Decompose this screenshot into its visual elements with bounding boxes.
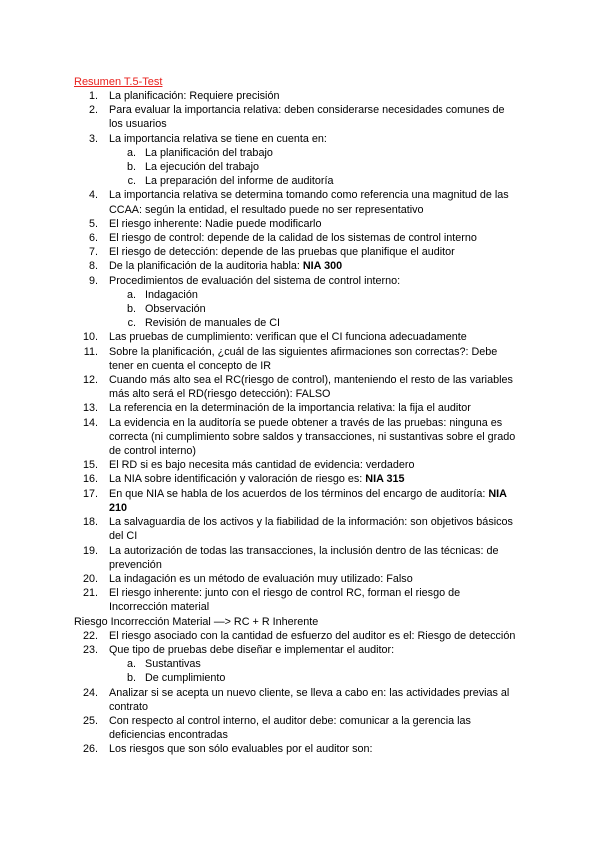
list-item-text-body: Para evaluar la importancia relativa: deben considerarse necesidades comunes de los usuarios bbox=[109, 104, 505, 131]
question-list bbox=[0, 89, 599, 757]
list-item bbox=[0, 487, 599, 515]
sub-list-item bbox=[0, 288, 599, 302]
sub-list-item bbox=[0, 657, 599, 671]
list-item-text-body: Con respecto al control interno, el auditor debe: comunicar a la gerencia las deficiencias encontradas bbox=[109, 714, 471, 742]
list-item bbox=[0, 416, 599, 459]
list-item-number: b. bbox=[126, 303, 136, 316]
list-item-text bbox=[145, 160, 525, 174]
list-item-number: a. bbox=[126, 658, 136, 671]
list-item-text-body: La planificación del trabajo bbox=[145, 146, 273, 159]
list-item-number: a. bbox=[126, 146, 136, 159]
list-item bbox=[0, 714, 599, 742]
list-item-text bbox=[109, 572, 519, 586]
list-item-number: 26. bbox=[82, 743, 98, 756]
list-item-number: 2. bbox=[88, 104, 98, 117]
list-item bbox=[0, 401, 599, 415]
list-item-number: 6. bbox=[88, 232, 98, 245]
list-item-text bbox=[109, 515, 519, 543]
list-item-number: 13. bbox=[82, 402, 98, 415]
list-item bbox=[0, 458, 599, 472]
list-item-text bbox=[109, 472, 519, 486]
list-item-number: 25. bbox=[82, 714, 98, 727]
list-item-number: 1. bbox=[88, 90, 98, 102]
list-item-text-body: Observación bbox=[145, 303, 206, 316]
sub-list-item bbox=[0, 302, 599, 316]
list-item-text-body: La referencia en la determinación de la importancia relativa: la fija el auditor bbox=[109, 402, 471, 415]
list-item-text-body: La NIA sobre identificación y valoración de riesgo es: bbox=[109, 473, 366, 486]
list-item-text bbox=[74, 615, 524, 629]
list-item-text bbox=[145, 302, 525, 316]
list-item-text bbox=[145, 657, 525, 671]
list-item bbox=[0, 742, 599, 756]
list-item-text-body: Los riesgos que son sólo evaluables por el auditor son: bbox=[109, 743, 373, 756]
list-item-text bbox=[109, 259, 519, 273]
list-item-number: 4. bbox=[88, 189, 98, 202]
list-item-text bbox=[145, 288, 525, 302]
text-line bbox=[0, 615, 599, 629]
list-item-text bbox=[109, 274, 519, 288]
list-item-text-body: La preparación del informe de auditoría bbox=[145, 175, 334, 188]
list-item-number: 17. bbox=[82, 487, 98, 500]
list-item-text bbox=[145, 174, 525, 188]
list-item-text bbox=[109, 217, 519, 231]
list-item bbox=[0, 188, 599, 216]
list-item-text-body: El riesgo inherente: Nadie puede modificarlo bbox=[109, 217, 322, 230]
list-item bbox=[0, 330, 599, 344]
list-item-text bbox=[109, 401, 519, 415]
list-item-text-body: El riesgo inherente: junto con el riesgo de control RC, forman el riesgo de Incorrección material bbox=[109, 587, 461, 614]
list-item bbox=[0, 274, 599, 288]
list-item-text bbox=[109, 586, 519, 614]
list-item-text-body: Las pruebas de cumplimiento: verifican que el CI funciona adecuadamente bbox=[109, 331, 467, 344]
list-item-text bbox=[109, 714, 519, 742]
list-item-number: 7. bbox=[88, 246, 98, 259]
list-item-text bbox=[109, 487, 519, 515]
list-item-number: 8. bbox=[88, 260, 98, 273]
list-item-text bbox=[109, 188, 519, 216]
list-item-text-body: Que tipo de pruebas debe diseñar e implementar el auditor: bbox=[109, 643, 395, 656]
list-item-text bbox=[145, 316, 525, 330]
list-item bbox=[0, 572, 599, 586]
list-item-text bbox=[109, 245, 519, 259]
list-item-number: 12. bbox=[82, 374, 98, 387]
list-item bbox=[0, 259, 599, 273]
list-item bbox=[0, 132, 599, 146]
list-item-text-body: De cumplimiento bbox=[145, 672, 226, 685]
list-item-text-body: Indagación bbox=[145, 288, 198, 301]
list-item bbox=[0, 686, 599, 714]
list-item-number: c. bbox=[127, 317, 136, 330]
list-item-text-body: El riesgo de control: depende de la calidad de los sistemas de control interno bbox=[109, 232, 477, 245]
list-item-text-body: De la planificación de la auditoria habla: bbox=[109, 260, 303, 273]
list-item-number: 23. bbox=[82, 643, 98, 656]
list-item-text bbox=[109, 416, 519, 459]
list-item-text-body: Analizar si se acepta un nuevo cliente, se lleva a cabo en: las actividades previas al contrato bbox=[109, 686, 510, 713]
list-item-text bbox=[109, 330, 519, 344]
list-item-text-body: Cuando más alto sea el RC(riesgo de control), manteniendo el resto de las variables más alto será el RD(riesgo detección): FALSO bbox=[109, 374, 513, 401]
list-item-text-body: La autorización de todas las transacciones, la inclusión dentro de las técnicas: de prevención bbox=[109, 544, 499, 571]
list-item bbox=[0, 245, 599, 259]
list-item-number: 14. bbox=[82, 416, 98, 429]
list-item-text-body: Revisión de manuales de CI bbox=[145, 317, 281, 330]
list-item bbox=[0, 643, 599, 657]
list-item-text bbox=[109, 643, 519, 657]
list-item bbox=[0, 544, 599, 572]
list-item-text-body: Sustantivas bbox=[145, 658, 201, 671]
list-item bbox=[0, 89, 599, 103]
list-item-number: 18. bbox=[82, 516, 98, 529]
list-item bbox=[0, 472, 599, 486]
list-item bbox=[0, 629, 599, 643]
list-item-bold-answer: NIA 210 bbox=[109, 487, 507, 514]
list-item-text-body: La importancia relativa se tiene en cuenta en: bbox=[109, 132, 327, 145]
list-item-number: c. bbox=[127, 175, 136, 188]
list-item-number: 21. bbox=[82, 587, 98, 600]
list-item-text bbox=[109, 629, 519, 643]
list-item bbox=[0, 515, 599, 543]
list-item-text-body: La evidencia en la auditoría se puede obtener a través de las pruebas: ninguna es correcta (ni cumplimiento sobre saldos y transacciones, ni sustantivas sobre el grado de control interno) bbox=[109, 416, 516, 458]
list-item-bold-answer: NIA 300 bbox=[302, 260, 343, 273]
list-item-text-body: Riesgo Incorrección Material —> RC + R Inherente bbox=[74, 615, 319, 628]
list-item bbox=[0, 345, 599, 373]
sub-list-item bbox=[0, 174, 599, 188]
list-item bbox=[0, 103, 599, 131]
list-item bbox=[0, 586, 599, 614]
list-item-text-body: La importancia relativa se determina tomando como referencia una magnitud de las CCAA: según la entidad, el resultado puede no ser representativo bbox=[109, 189, 509, 216]
list-item-text-body: El riesgo de detección: depende de las pruebas que planifique el auditor bbox=[109, 246, 455, 259]
page-title: Resumen T.5-Test bbox=[74, 76, 163, 88]
list-item-text bbox=[109, 373, 519, 401]
list-item-number: 22. bbox=[82, 629, 98, 642]
list-item-number: 10. bbox=[82, 331, 98, 344]
sub-list-item bbox=[0, 316, 599, 330]
list-item-number: 5. bbox=[88, 217, 98, 230]
list-item-text-body: El riesgo asociado con la cantidad de esfuerzo del auditor es el: Riesgo de detección bbox=[109, 629, 516, 642]
list-item-number: b. bbox=[126, 161, 136, 174]
list-item-text-body: El RD si es bajo necesita más cantidad de evidencia: verdadero bbox=[109, 459, 415, 472]
sub-list-item bbox=[0, 146, 599, 160]
list-item-number: 16. bbox=[82, 473, 98, 486]
list-item-text bbox=[109, 89, 519, 103]
list-item-number: a. bbox=[126, 288, 136, 301]
list-item bbox=[0, 231, 599, 245]
list-item-text bbox=[109, 742, 519, 756]
sub-list-item bbox=[0, 160, 599, 174]
list-item-number: 20. bbox=[82, 572, 98, 585]
list-item-number: 15. bbox=[82, 459, 98, 472]
list-item-text bbox=[109, 458, 519, 472]
list-item-text-body: La indagación es un método de evaluación muy utilizado: Falso bbox=[109, 572, 413, 585]
list-item-text bbox=[109, 345, 519, 373]
list-item-number: 3. bbox=[88, 132, 98, 145]
list-item-number: 9. bbox=[88, 274, 98, 287]
list-item-text bbox=[109, 132, 519, 146]
list-item bbox=[0, 373, 599, 401]
list-item-text-body: Sobre la planificación, ¿cuál de las siguientes afirmaciones son correctas?: Debe tener en cuenta el concepto de IR bbox=[109, 345, 498, 372]
list-item-number: b. bbox=[126, 672, 136, 685]
list-item-text bbox=[145, 146, 525, 160]
list-item bbox=[0, 217, 599, 231]
list-item-text-body: La planificación: Requiere precisión bbox=[109, 90, 280, 102]
list-item-number: 24. bbox=[82, 686, 98, 699]
list-item-text bbox=[145, 671, 525, 685]
list-item-text bbox=[109, 686, 519, 714]
list-item-text-body: La ejecución del trabajo bbox=[145, 161, 260, 174]
sub-list-item bbox=[0, 671, 599, 685]
list-item-number: 19. bbox=[82, 544, 98, 557]
list-item-text bbox=[109, 103, 519, 131]
list-item-bold-answer: NIA 315 bbox=[365, 473, 405, 486]
list-item-text-body: En que NIA se habla de los acuerdos de los términos del encargo de auditoría: bbox=[109, 487, 489, 500]
list-item-text-body: La salvaguardia de los activos y la fiabilidad de la información: son objetivos básicos del CI bbox=[109, 516, 513, 543]
list-item-number: 11. bbox=[83, 345, 98, 358]
list-item-text bbox=[109, 231, 519, 245]
list-item-text bbox=[109, 544, 519, 572]
list-item-text-body: Procedimientos de evaluación del sistema de control interno: bbox=[109, 274, 401, 287]
